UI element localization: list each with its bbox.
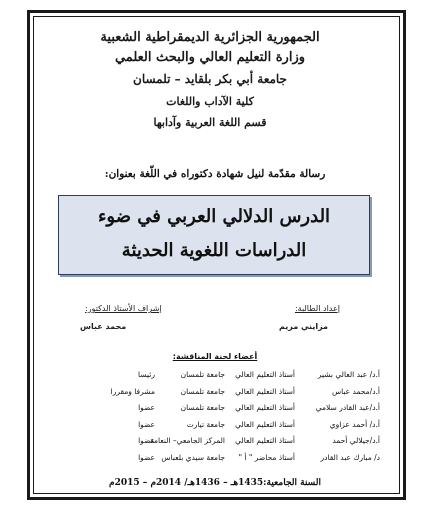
thesis-title-box bbox=[58, 195, 370, 275]
thesis-title-line-1: الدرس الدلالي العربي في ضوء bbox=[97, 206, 331, 227]
member-rank: أستاذ التعليم العالي bbox=[235, 370, 295, 379]
committee-row bbox=[60, 436, 380, 450]
member-institution: جامعة تلمسان bbox=[180, 386, 225, 396]
supervisor-name: محمد عباس bbox=[80, 322, 127, 331]
member-rank: أستاذ التعليم العالي bbox=[235, 419, 295, 429]
student-name: مزايني مريم bbox=[278, 322, 328, 331]
member-name: د/ مبارك عبد القادر bbox=[320, 452, 380, 462]
header-republic: الجمهورية الجزائرية الديمقراطية الشعبية bbox=[100, 30, 320, 45]
thesis-subtitle: رسالة مقدّمة لنيل شهادة دكتوراه في اللّغة بعنوان: bbox=[104, 168, 326, 180]
member-institution: جامعة تلمسان bbox=[180, 403, 225, 412]
member-role: عضوا bbox=[138, 436, 155, 445]
committee-row bbox=[60, 453, 380, 467]
committee-row bbox=[60, 370, 380, 384]
committee-label: أعضاء لجنة المناقشة: bbox=[172, 352, 258, 361]
member-role: رئيسا bbox=[138, 370, 155, 379]
member-rank: أستاذ التعليم العالي bbox=[235, 403, 295, 412]
header-university: جامعة أبي بكر بلقايد – تلمسان bbox=[133, 72, 287, 86]
supervision-label: إشراف الأستاذ الدكتور: bbox=[85, 304, 162, 313]
member-name: أ.د/ أحمد عزاوي bbox=[329, 419, 380, 429]
member-role: مشرفا ومقررا bbox=[110, 386, 155, 396]
member-institution: المركز الجامعي– النعامة bbox=[149, 436, 225, 445]
member-name: أ.د/عبد القادر سلامي bbox=[315, 403, 380, 412]
academic-year: السنة الجامعية:1435هـ – 1436هـ/ 2014م – 2015م bbox=[109, 478, 321, 488]
member-rank: أستاذ محاضر " أ " bbox=[238, 452, 295, 462]
member-institution: جامعة تلمسان bbox=[180, 370, 225, 379]
header-faculty: كلية الآداب واللغات bbox=[166, 95, 254, 108]
member-role: عضوا bbox=[138, 403, 155, 412]
thesis-title-line-2: الدراسات اللغوية الحديثة bbox=[121, 240, 307, 261]
preparation-label: إعداد الطالبة: bbox=[294, 304, 340, 313]
member-rank: أستاذ التعليم العالي bbox=[235, 436, 295, 445]
header-department: قسم اللغة العربية وآدابها bbox=[153, 116, 267, 129]
member-role: عضوا bbox=[138, 419, 155, 429]
member-name: أ.د/محمد عباس bbox=[331, 386, 380, 396]
committee-row bbox=[60, 387, 380, 401]
member-institution: جامعة تيارت bbox=[186, 419, 225, 429]
member-role: عضوا bbox=[138, 452, 155, 462]
committee-row bbox=[60, 420, 380, 434]
member-name: أ.د/ عبد العالي بشير bbox=[317, 370, 380, 379]
committee-row bbox=[60, 403, 380, 417]
member-name: أ.د/جيلالي أحمد bbox=[332, 436, 380, 445]
member-institution: جامعة سيدي بلعباس bbox=[161, 452, 225, 462]
member-rank: أستاذ التعليم العالي bbox=[235, 386, 295, 396]
header-ministry: وزارة التعليم العالي والبحث العلمي bbox=[114, 50, 306, 65]
